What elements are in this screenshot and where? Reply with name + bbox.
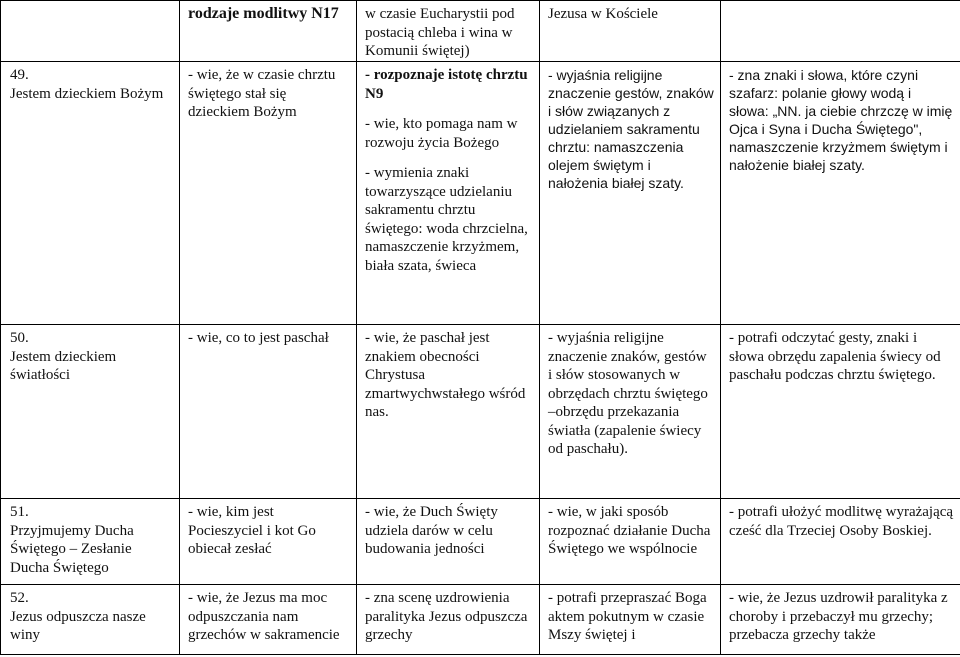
table-row	[1, 325, 960, 499]
table-row	[1, 585, 960, 655]
header-cell-3: w czasie Eucharystii pod postacią chleba i wina w Komunii świętej)	[357, 1, 540, 62]
header-row	[1, 1, 960, 62]
extended-requirement-cell: - zna scenę uzdrowienia paralityka Jezus odpuszcza grzechy	[357, 585, 540, 655]
lesson-cell	[1, 585, 180, 655]
table-row	[1, 499, 960, 585]
basic-requirement-cell: - wie, kim jest Pocieszyciel i kot Go obiecał zesłać	[180, 499, 357, 585]
lesson-cell	[1, 62, 180, 325]
complete-requirement-cell: - wyjaśnia religijne znaczenie gestów, znaków i słów związanych z udzielaniem sakramentu chrztu: namaszczenia olejem świętym i nałożenia białej szaty.	[540, 62, 721, 325]
table-row	[1, 62, 960, 325]
header-cell-1	[1, 1, 180, 62]
header-cell-5	[721, 1, 960, 62]
advanced-requirement-cell: - potrafi ułożyć modlitwę wyrażającą cześć dla Trzeciej Osoby Boskiej.	[721, 499, 960, 585]
lesson-title: 51. Przyjmujemy Ducha Świętego – Zesłanie Ducha Świętego	[10, 504, 134, 576]
header-cell-2	[180, 1, 357, 62]
advanced-requirement-cell: - wie, że Jezus uzdrowił paralityka z choroby i przebaczył mu grzechy; przebacza grzechy także	[721, 585, 960, 655]
advanced-requirement-cell: - zna znaki i słowa, które czyni szafarz: polanie głowy wodą i słowa: „NN. ja ciebie chrzczę w imię Ojca i Syna i Ducha Świętego", namaszczenie krzyżmem świętym i nałożenie białej szaty.	[721, 62, 960, 325]
requirement-heading: - rozpoznaje istotę chrztu N9	[365, 67, 528, 102]
requirement-item: - wymienia znaki towarzyszące udzielaniu sakramentu chrztu świętego: woda chrzcielna, namaszczenie krzyżmem, biała szata, świeca	[365, 165, 528, 274]
basic-requirement-cell: - wie, co to jest paschał	[180, 325, 357, 499]
complete-requirement-cell: - wyjaśnia religijne znaczenie znaków, gestów i słów stosowanych w obrzędach chrztu świętego –obrzędu przekazania światła (zapalenie świecy od paschału).	[540, 325, 721, 499]
basic-requirement-cell: - wie, że w czasie chrztu świętego stał się dzieckiem Bożym	[180, 62, 357, 325]
header-cell-4: Jezusa w Kościele	[540, 1, 721, 62]
complete-requirement-cell: - potrafi przepraszać Boga aktem pokutnym w czasie Mszy świętej i	[540, 585, 721, 655]
extended-requirement-cell: - wie, że Duch Święty udziela darów w celu budowania jedności	[357, 499, 540, 585]
lesson-title: 50. Jestem dzieckiem światłości	[10, 330, 117, 383]
lesson-cell	[1, 325, 180, 499]
extended-requirement-cell	[357, 62, 540, 325]
lesson-cell	[1, 499, 180, 585]
lesson-title: 52. Jezus odpuszcza nasze winy	[10, 590, 146, 643]
extended-requirement-cell: - wie, że paschał jest znakiem obecności Chrystusa zmartwychwstałego wśród nas.	[357, 325, 540, 499]
complete-requirement-cell: - wie, w jaki sposób rozpoznać działanie Ducha Świętego we wspólnocie	[540, 499, 721, 585]
requirement-item: - wie, kto pomaga nam w rozwoju życia Bożego	[365, 116, 518, 151]
basic-requirement-cell: - wie, że Jezus ma moc odpuszczania nam grzechów w sakramencie	[180, 585, 357, 655]
header-prayer-types: rodzaje modlitwy N17	[188, 5, 339, 22]
lesson-title: 49. Jestem dzieckiem Bożym	[10, 67, 164, 102]
advanced-requirement-cell: - potrafi odczytać gesty, znaki i słowa obrzędu zapalenia świecy od paschału podczas chrztu świętego.	[721, 325, 960, 499]
